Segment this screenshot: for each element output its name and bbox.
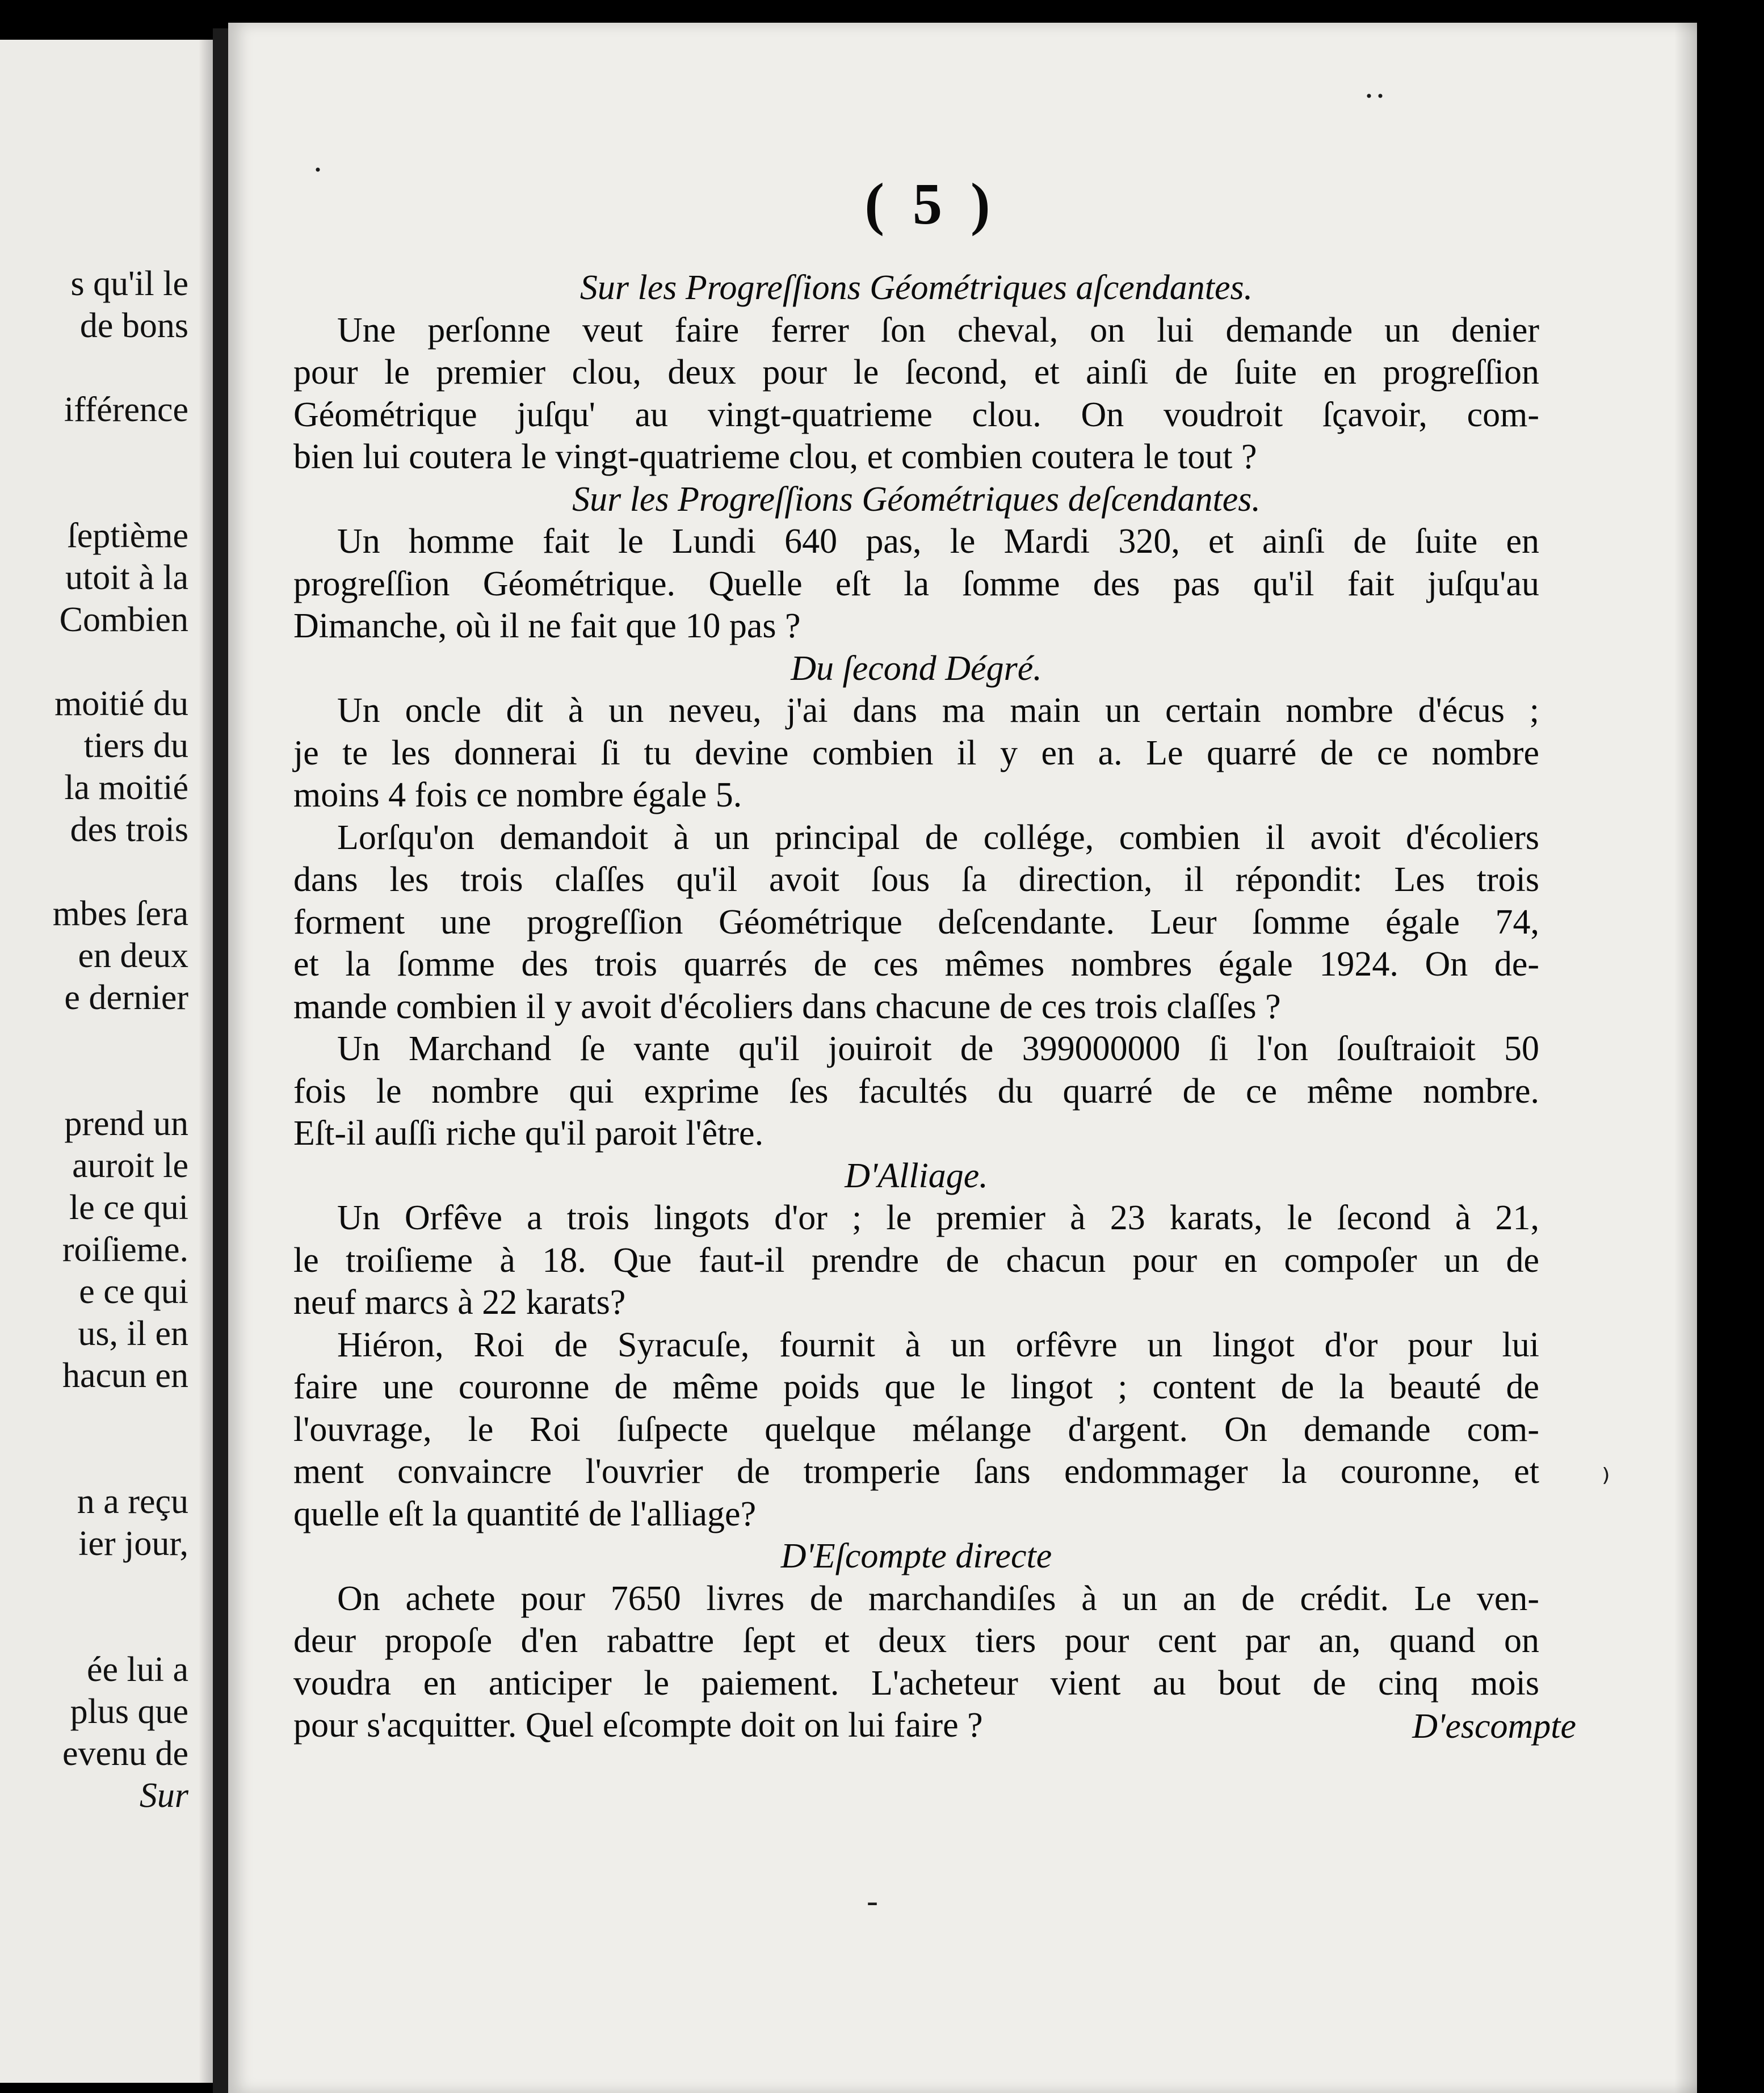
text-line: mande combien il y avoit d'écoliers dans chacune de ces trois claſſes ?: [293, 987, 1281, 1026]
text-line: le troiſieme à 18. Que faut-il prendre de chacun pour en compoſer un de: [293, 1241, 1539, 1280]
left-page-line: s qu'il le: [70, 264, 188, 303]
left-page-line: plus que: [70, 1692, 188, 1731]
text-line: l'ouvrage, le Roi ſuſpecte quelque mélange d'argent. On demande com-: [293, 1410, 1539, 1449]
text-line: forment une progreſſion Géométrique deſcendante. Leur ſomme égale 74,: [293, 902, 1539, 942]
text-line: je te les donnerai ſi tu devine combien il y en a. Le quarré de ce nombre: [293, 733, 1539, 772]
text-line: Un homme fait le Lundi 640 pas, le Mardi 320, et ainſi de ſuite en: [337, 522, 1539, 561]
left-page-line: ier jour,: [78, 1524, 188, 1563]
left-page-line: auroit le: [72, 1146, 188, 1185]
text-line: Un oncle dit à un neveu, j'ai dans ma main un certain nombre d'écus ;: [337, 691, 1539, 730]
ink-speck: ⁾: [1602, 1462, 1610, 1500]
left-page-line: le ce qui: [69, 1188, 188, 1227]
left-page-line: ifférence: [64, 390, 188, 429]
text-line: neuf marcs à 22 karats?: [293, 1283, 626, 1322]
text-line: Un Marchand ſe vante qu'il jouiroit de 399000000 ſi l'on ſouſtraioit 50: [337, 1029, 1539, 1068]
ink-speck: ··: [1363, 77, 1386, 115]
section-heading: D'Eſcompte directe: [780, 1537, 1052, 1575]
ink-speck: -: [867, 1882, 878, 1919]
text-line: Une perſonne veut faire ferrer ſon cheval, on lui demande un denier: [337, 310, 1539, 350]
section-heading: Sur les Progreſſions Géométriques aſcendantes.: [579, 268, 1253, 307]
left-page-line: de bons: [79, 306, 188, 345]
text-line: Dimanche, où il ne fait que 10 pas ?: [293, 607, 801, 645]
section-heading: D'Alliage.: [845, 1156, 988, 1195]
ink-speck: ·: [312, 151, 324, 188]
text-line: dans les trois claſſes qu'il avoit ſous ſa direction, il répondit: Les trois: [293, 860, 1539, 899]
left-page-line: ſeptième: [67, 516, 188, 555]
text-line: Hiéron, Roi de Syracuſe, fournit à un orfêvre un lingot d'or pour lui: [337, 1325, 1539, 1364]
left-page-line: tiers du: [83, 726, 188, 765]
left-page-line: Combien: [59, 600, 188, 639]
text-line: On achete pour 7650 livres de marchandiſes à un an de crédit. Le ven-: [337, 1579, 1539, 1618]
text-line: pour s'acquitter. Quel eſcompte doit on lui faire ?: [293, 1706, 983, 1745]
text-line: ment convaincre l'ouvrier de tromperie ſans endommager la couronne, et: [293, 1452, 1539, 1491]
left-page-line: hacun en: [62, 1356, 188, 1395]
left-facing-page: [0, 40, 216, 2083]
text-line: Géométrique juſqu' au vingt-quatrieme clou. On voudroit ſçavoir, com-: [293, 395, 1539, 434]
main-page: [228, 23, 1697, 2093]
left-page-line: utoit à la: [65, 558, 188, 597]
text-line: Eſt-il auſſi riche qu'il paroit l'être.: [293, 1114, 764, 1153]
page-body-text: [293, 267, 1539, 1747]
text-line: deur propoſe d'en rabattre ſept et deux tiers pour cent par an, quand on: [293, 1621, 1539, 1660]
left-page-line: n a reçu: [77, 1482, 188, 1521]
left-page-line: mbes ſera: [52, 894, 188, 933]
left-page-line: Sur: [139, 1776, 188, 1815]
page-number: ( 5 ): [864, 171, 997, 237]
text-line: moins 4 fois ce nombre égale 5.: [293, 776, 742, 814]
left-page-line: e ce qui: [79, 1272, 188, 1311]
left-page-line: evenu de: [62, 1734, 188, 1773]
left-page-line: moitié du: [54, 684, 188, 723]
text-line: voudra en anticiper le paiement. L'acheteur vient au bout de cinq mois: [293, 1663, 1539, 1703]
left-page-line: e dernier: [64, 978, 188, 1017]
text-line: quelle eſt la quantité de l'alliage?: [293, 1494, 757, 1533]
text-line: et la ſomme des trois quarrés de ces mêmes nombres égale 1924. On de-: [293, 945, 1539, 984]
catchword: D'escompte: [1412, 1707, 1576, 1746]
text-line: Un Orfêve a trois lingots d'or ; le premier à 23 karats, le ſecond à 21,: [337, 1199, 1539, 1237]
page-edge-shadow: [1674, 23, 1697, 2093]
text-line: faire une couronne de même poids que le lingot ; content de la beauté de: [293, 1368, 1539, 1406]
section-heading: Du ſecond Dégré.: [791, 649, 1042, 688]
left-page-line: en deux: [78, 936, 188, 975]
text-line: pour le premier clou, deux pour le ſecond, et ainſi de ſuite en progreſſion: [293, 353, 1539, 392]
text-line: bien lui coutera le vingt-quatrieme clou, et combien coutera le tout ?: [293, 438, 1257, 476]
left-page-line: la moitié: [64, 768, 188, 807]
left-page-line: prend un: [64, 1104, 188, 1143]
left-page-line: roiſieme.: [62, 1230, 188, 1269]
text-line: fois le nombre qui exprime ſes facultés du quarré de ce même nombre.: [293, 1071, 1539, 1111]
left-page-line: ée lui a: [86, 1650, 188, 1689]
left-page-line: des trois: [70, 810, 188, 849]
section-heading: Sur les Progreſſions Géométriques deſcendantes.: [572, 480, 1261, 519]
text-line: Lorſqu'on demandoit à un principal de collége, combien il avoit d'écoliers: [337, 818, 1539, 857]
left-page-line: us, il en: [78, 1314, 188, 1353]
text-line: progreſſion Géométrique. Quelle eſt la ſomme des pas qu'il fait juſqu'au: [293, 564, 1539, 603]
